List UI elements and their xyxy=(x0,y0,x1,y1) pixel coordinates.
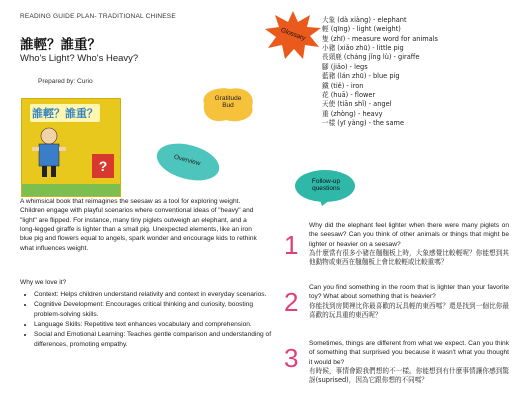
question-3-chinese: 有時候，事情會跟我們想的不一樣。你能想到有什麼事情讓你感到驚訝(suprised)，因為它跟你想的不同嗎？ xyxy=(309,367,509,385)
list-item: • Context: Helps children understand relativity and context in everyday scenarios. xyxy=(34,290,272,299)
question-number-3: 3 xyxy=(284,343,299,373)
glossary-label: Glossary xyxy=(279,26,307,43)
glossary-item: 重 (zhòng) - heavy xyxy=(322,109,383,118)
question-number-1: 1 xyxy=(284,230,299,260)
list-item: • Cognitive Development: Encourages critical thinking and curiosity, boosting problem-solving skills. xyxy=(34,300,272,319)
question-1-chinese: 為什麼當有很多小豬在翹翹板上時，大象感覺比較輕呢？你能想到其他動物或東西在翹翹板上會比較輕或比較重嗎？ xyxy=(309,249,509,267)
glossary-item: 長頸鹿 (cháng jǐng lù) - giraffe xyxy=(322,53,420,62)
glossary-item: 藍豬 (lán zhū) - blue pig xyxy=(322,72,400,81)
question-1-english: Why did the elephant feel lighter when there were many piglets on the seesaw? Can you think of other animals or things that might be lighter or heavier on a seesaw? xyxy=(309,222,509,248)
glossary-item: 天使 (tiān shǐ) - angel xyxy=(322,100,392,109)
question-2-chinese: 你能找到房間裡比你最喜歡的玩具輕的東西嗎？還是找到一個比你最喜歡的玩具重的東西呢？ xyxy=(309,301,509,320)
glossary-item: 鐵 (tiě) - iron xyxy=(322,81,364,90)
glossary-item: 一樣 (yī yàng) - the same xyxy=(322,118,405,127)
cover-character-icon xyxy=(32,127,66,179)
glossary-list xyxy=(322,16,438,128)
why-we-love-it-heading: Why we love it? xyxy=(20,279,67,286)
overview-label: Overview xyxy=(173,153,202,168)
glossary-item: 輕 (qīng) - light (weight) xyxy=(322,25,401,34)
question-number-2: 2 xyxy=(284,287,299,317)
book-floor-decoration xyxy=(22,184,120,196)
document-label: READING GUIDE PLAN- TRADITIONAL CHINESE xyxy=(20,13,176,20)
list-item: • Social and Emotional Learning: Teaches gentle comparison and understanding of differences, promoting empathy. xyxy=(34,330,272,349)
question-3-text xyxy=(309,339,509,386)
overview-paragraph: A whimsical book that reimagines the seesaw as a tool for exploring weight. Children engage with playful scenarios where conventional ideas of "heavy" and "light" are flipped. For instance, many tiny piglets outweigh an elephant, and a long-legged giraffe is lighter than a small pig. Unexpected elements, like an iron blue pig and flowers equal to angels, spark wonder and encourage kids to rethink what influences weight. xyxy=(20,198,257,252)
book-cover-title: 誰輕？誰重？ xyxy=(30,104,100,122)
title-chinese: 誰輕？誰重？ xyxy=(20,37,101,53)
follow-up-questions-label: Follow-up questions xyxy=(311,178,341,193)
why-we-love-it-list xyxy=(20,290,272,350)
glossary-item: 大象 (dà xiàng) - elephant xyxy=(322,16,407,24)
question-3-english: Sometimes, things are different from what we expect. Can you think of something that surprised you because it wasn't what you thought it would be? xyxy=(309,340,509,366)
title-english: Who's Light? Who's Heavy? xyxy=(20,53,139,64)
question-2-english: Can you find something in the room that is lighter than your favorite toy? What about something that is heavier? xyxy=(309,284,509,301)
list-item: • Language Skills: Repetitive text enhances vocabulary and comprehension. xyxy=(34,320,272,329)
glossary-item: 腳 (jiǎo) - legs xyxy=(322,62,368,71)
glossary-item: 小豬 (xiǎo zhū) - little pig xyxy=(322,44,404,53)
gratitude-bud-label: Gratitude Bud xyxy=(214,95,242,110)
question-1-text xyxy=(309,221,509,268)
prepared-by: Prepared by: Curio xyxy=(38,78,93,85)
book-cover-image xyxy=(21,98,121,197)
glossary-item: 花 (huā) - flower xyxy=(322,90,376,99)
question-2-text xyxy=(309,283,509,320)
book-question-mark: ? xyxy=(92,154,114,178)
glossary-item: 隻 (zhī) - measure word for animals xyxy=(322,34,438,43)
